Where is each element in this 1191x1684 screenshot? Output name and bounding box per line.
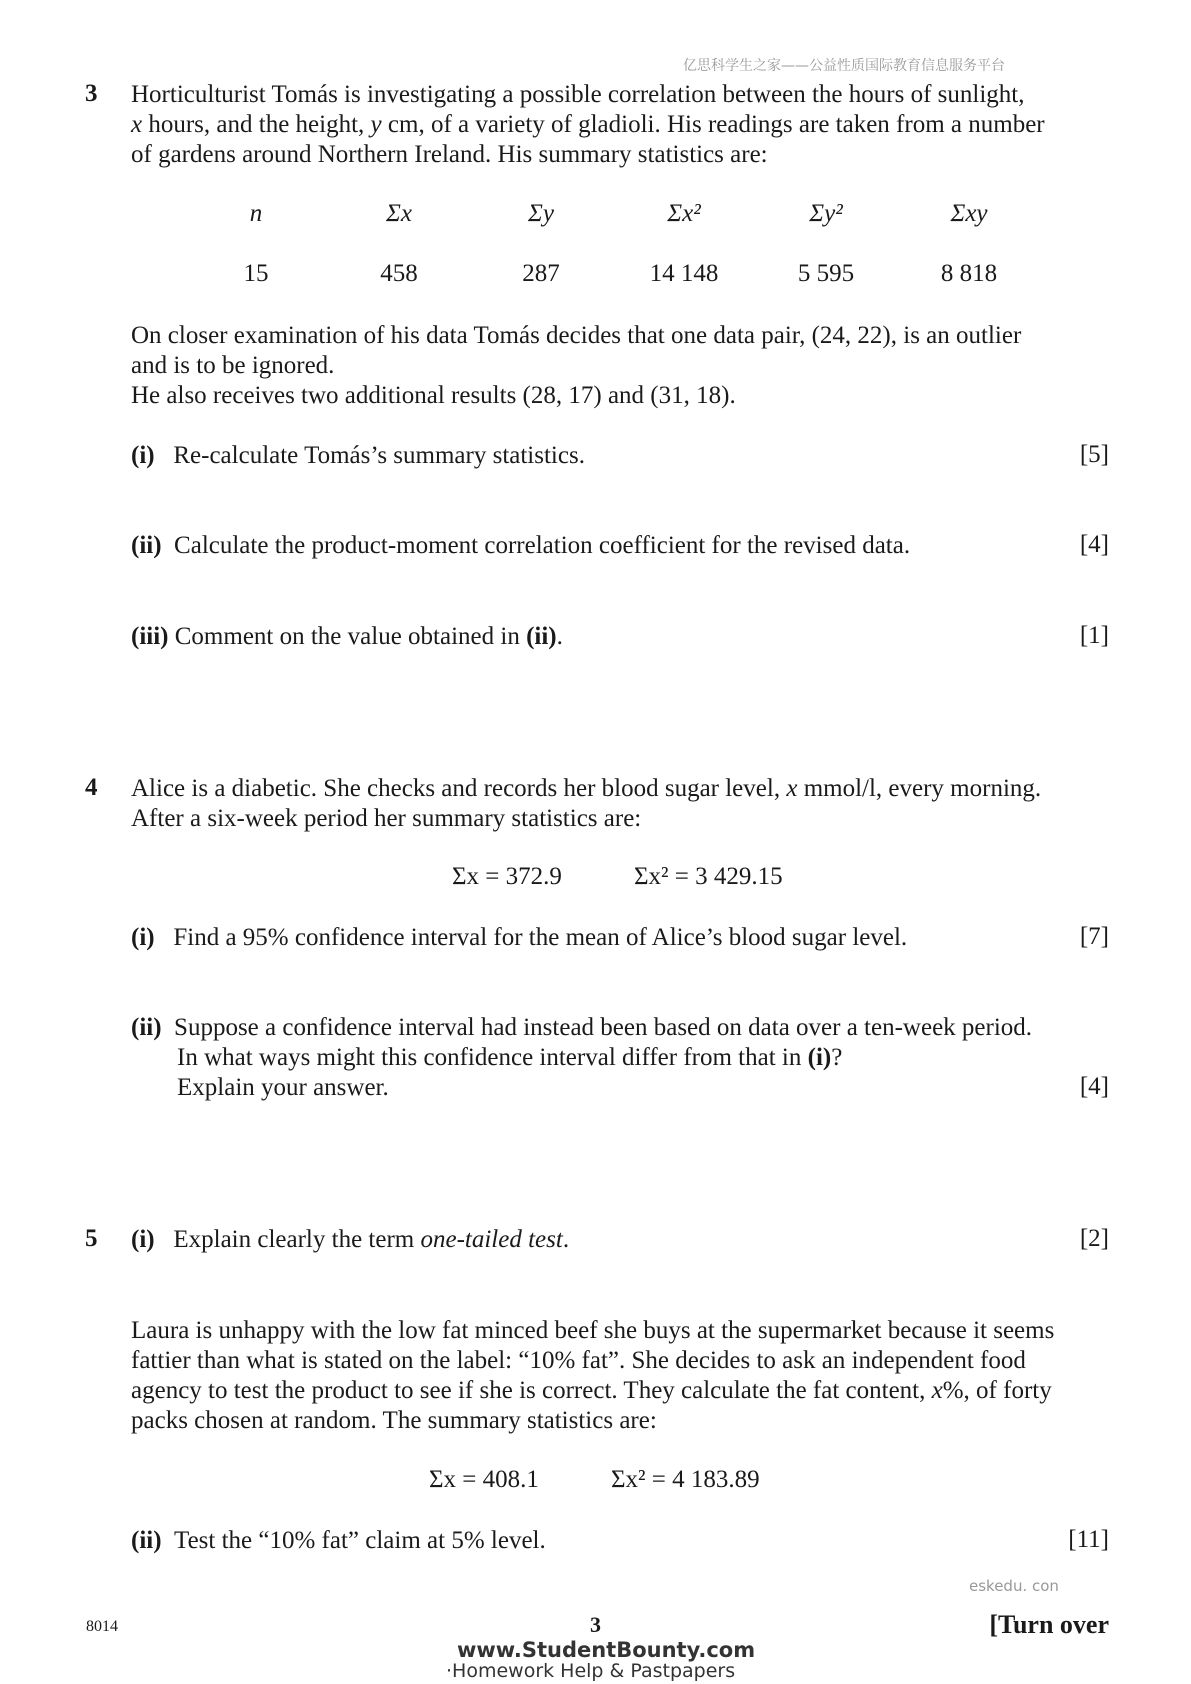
q5-part-i-marks: [2]: [1079, 1225, 1109, 1252]
q3-part-ii-label: (ii): [131, 532, 162, 559]
q4-part-ii-ref: (i): [807, 1044, 832, 1071]
summary-value-sxy: 8 818: [940, 260, 998, 287]
summary-value-sx2: 14 148: [649, 260, 719, 287]
q5-intro-line-3: agency to test the product to see if she is correct. They calculate the fat content, x%, of forty: [131, 1377, 1052, 1404]
q4-intro-line-2: After a six-week period her summary statistics are:: [131, 805, 642, 832]
summary-value-sy2: 5 595: [797, 260, 855, 287]
q3-part-iii-marks: [1]: [1079, 622, 1109, 649]
summary-header-sy2: Σy²: [809, 200, 843, 227]
summary-header-sx: Σx: [386, 200, 412, 227]
question-3-intro: [131, 80, 1045, 170]
q4-part-ii: [131, 1013, 1032, 1043]
q5-intro-line-2: fattier than what is stated on the label: “10% fat”. She decides to ask an independent food: [131, 1347, 1026, 1374]
q4-intro-line-1: Alice is a diabetic. She checks and records her blood sugar level, x mmol/l, every morning.: [131, 775, 1042, 802]
q4-part-i: [131, 923, 907, 953]
q4-part-i-text: Find a 95% confidence interval for the mean of Alice’s blood sugar level.: [173, 924, 908, 951]
q4-stat-sum-x: Σx = 372.9: [452, 863, 562, 890]
summary-value-sy: 287: [522, 260, 560, 287]
q4-part-ii-line-2: [177, 1043, 842, 1073]
q5-part-i-label: (i): [131, 1226, 155, 1253]
q3-part-i: [131, 441, 585, 471]
q3-intro-line-2: x hours, and the height, y cm, of a variety of gladioli. His readings are taken from a number: [131, 111, 1045, 138]
q3-part-ii-marks: [4]: [1079, 531, 1109, 558]
q4-part-ii-label: (ii): [131, 1014, 162, 1041]
question-5-intro: [131, 1316, 1054, 1436]
q4-part-i-label: (i): [131, 924, 155, 951]
q4-part-ii-line-3: Explain your answer.: [177, 1074, 389, 1101]
q3-part-i-label: (i): [131, 442, 155, 469]
watermark-text: eskedu. con: [969, 1577, 1059, 1595]
q5-stat-sum-x: Σx = 408.1: [429, 1466, 539, 1493]
question-3-number: 3: [85, 80, 98, 107]
q3-part-ii: [131, 531, 910, 561]
summary-value-n: 15: [243, 260, 269, 287]
footer-site-url[interactable]: www.StudentBounty.com: [457, 1638, 756, 1662]
q5-part-ii: [131, 1526, 546, 1556]
q5-intro-line-4: packs chosen at random. The summary statistics are:: [131, 1407, 657, 1434]
question-4-number: 4: [85, 774, 98, 801]
q5-part-i: [131, 1225, 569, 1255]
question-3-para2: [131, 321, 1021, 411]
header-note: 亿思科学生之家——公益性质国际教育信息服务平台: [683, 58, 1005, 74]
q3-part-ii-text: Calculate the product-moment correlation coefficient for the revised data.: [174, 532, 911, 559]
q3-part-i-marks: [5]: [1079, 441, 1109, 468]
q4-part-ii-line-2-end: ?: [831, 1044, 843, 1071]
q4-part-i-marks: [7]: [1079, 923, 1109, 950]
q5-part-i-text-b: .: [562, 1226, 570, 1253]
q5-part-ii-marks: [11]: [1068, 1526, 1109, 1553]
question-5-number: 5: [85, 1225, 98, 1252]
q3-part-i-text: Re-calculate Tomás’s summary statistics.: [173, 442, 585, 469]
summary-header-n: n: [249, 200, 263, 227]
q3-part-iii-ref: (ii): [526, 623, 557, 650]
summary-header-sx2: Σx²: [667, 200, 701, 227]
q5-part-ii-label: (ii): [131, 1527, 162, 1554]
q4-part-ii-marks: [4]: [1079, 1073, 1109, 1100]
q4-stat-sum-x2: Σx² = 3 429.15: [634, 863, 783, 890]
q4-part-ii-line-2-text: In what ways might this confidence interval differ from that in: [177, 1044, 808, 1071]
q3-para2-line-3: He also receives two additional results (28, 17) and (31, 18).: [131, 382, 736, 409]
q3-part-iii-label: (iii): [131, 623, 169, 650]
footer-tagline: ·Homework Help & Pastpapers: [446, 1660, 736, 1682]
q3-intro-line-1: Horticulturist Tomás is investigating a possible correlation between the hours of sunlight,: [131, 81, 1025, 108]
q5-part-i-term: one-tailed test: [420, 1226, 563, 1253]
q4-part-ii-line-1: Suppose a confidence interval had instead been based on data over a ten-week period.: [174, 1014, 1033, 1041]
paper-code: 8014: [86, 1618, 118, 1635]
q5-part-i-text-a: Explain clearly the term: [173, 1226, 421, 1253]
question-4-intro: [131, 774, 1041, 834]
q3-intro-line-3: of gardens around Northern Ireland. His summary statistics are:: [131, 141, 768, 168]
summary-header-sy: Σy: [528, 200, 554, 227]
q3-part-iii: [131, 622, 563, 652]
q5-intro-line-1: Laura is unhappy with the low fat minced beef she buys at the supermarket because it seems: [131, 1317, 1055, 1344]
q3-para2-line-2: and is to be ignored.: [131, 352, 335, 379]
summary-value-sx: 458: [380, 260, 418, 287]
q5-stat-sum-x2: Σx² = 4 183.89: [611, 1466, 760, 1493]
q3-part-iii-text-b: .: [556, 623, 563, 650]
summary-header-sxy: Σxy: [950, 200, 988, 227]
q3-para2-line-1: On closer examination of his data Tomás decides that one data pair, (24, 22), is an outlier: [131, 322, 1022, 349]
q3-part-iii-text-a: Comment on the value obtained in: [174, 623, 527, 650]
turn-over-label: [Turn over: [989, 1610, 1109, 1639]
page-number: 3: [590, 1612, 601, 1637]
q5-part-ii-text: Test the “10% fat” claim at 5% level.: [174, 1527, 546, 1554]
